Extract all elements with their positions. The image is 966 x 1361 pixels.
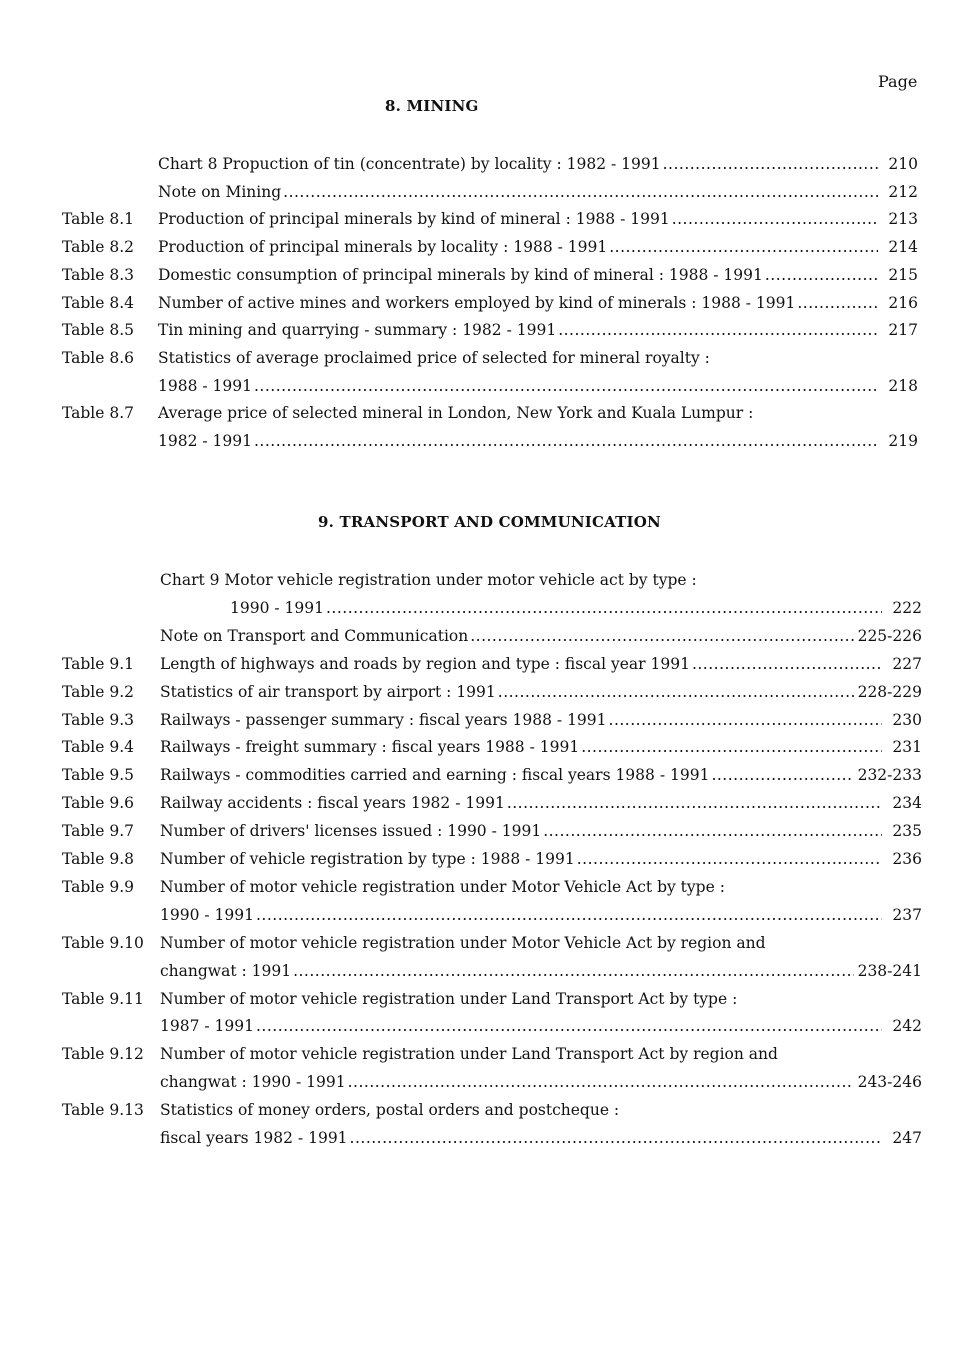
- toc-entry-title: 1990 - 1991: [160, 906, 254, 924]
- toc-entry-page: 217: [888, 321, 918, 339]
- toc-entry-line: [0, 152, 966, 176]
- toc-entry-label: Table 9.5: [62, 766, 135, 784]
- toc-entry-page: 228-229: [857, 683, 922, 701]
- toc-entry-page: 218: [888, 377, 918, 395]
- toc-entry-page: 216: [888, 294, 918, 312]
- toc-entry-title: Statistics of air transport by airport : 1991: [160, 683, 496, 701]
- toc-entry-label: Table 8.1: [62, 210, 135, 228]
- toc-entry-page: 225-226: [857, 627, 922, 645]
- toc-entry-line: [0, 735, 966, 759]
- toc-entry-title: Production of principal minerals by locality : 1988 - 1991: [158, 238, 608, 256]
- toc-entry-title: Average price of selected mineral in London, New York and Kuala Lumpur :: [158, 404, 754, 422]
- toc-entry-line: [0, 987, 966, 1011]
- toc-entry-title: Number of vehicle registration by type : 1988 - 1991: [160, 850, 575, 868]
- toc-entry-line: [0, 318, 966, 342]
- toc-entry-line: [0, 875, 966, 899]
- page-column-label: Page: [878, 72, 918, 91]
- toc-entry-page: 222: [892, 599, 922, 617]
- dot-leader: [765, 263, 878, 287]
- toc-entry-line: [0, 652, 966, 676]
- toc-entry-line: [0, 235, 966, 259]
- toc-entry-title: changwat : 1991: [160, 962, 292, 980]
- toc-entry-title: 1982 - 1991: [158, 432, 252, 450]
- toc-entry-label: Table 9.12: [62, 1045, 144, 1063]
- toc-entry-line: [0, 1098, 966, 1122]
- dot-leader: [326, 596, 882, 620]
- toc-entry-label: Table 9.13: [62, 1101, 144, 1119]
- dot-leader: [797, 291, 878, 315]
- toc-entry-line: [0, 1070, 966, 1094]
- toc-entry-label: Table 9.9: [62, 878, 135, 896]
- toc-entry-label: Table 9.6: [62, 794, 135, 812]
- toc-entry-line: [0, 708, 966, 732]
- toc-entry-title: Number of motor vehicle registration under Land Transport Act by region and: [160, 1045, 778, 1063]
- toc-entry-line: [0, 596, 966, 620]
- toc-entry-label: Table 9.3: [62, 711, 135, 729]
- toc-entry-page: 235: [892, 822, 922, 840]
- toc-entry-label: Table 9.11: [62, 990, 144, 1008]
- toc-entry-title: Railways - commodities carried and earning : fiscal years 1988 - 1991: [160, 766, 710, 784]
- toc-entry-title: Domestic consumption of principal minerals by kind of mineral : 1988 - 1991: [158, 266, 763, 284]
- toc-entry-page: 234: [892, 794, 922, 812]
- toc-entry-title: Note on Transport and Communication: [160, 627, 469, 645]
- dot-leader: [348, 1070, 854, 1094]
- toc-entry-title: Number of motor vehicle registration under Land Transport Act by type :: [160, 990, 738, 1008]
- toc-entry-title: Production of principal minerals by kind of mineral : 1988 - 1991: [158, 210, 670, 228]
- toc-entry-label: Table 8.4: [62, 294, 135, 312]
- dot-leader: [283, 180, 878, 204]
- toc-entry-title: fiscal years 1982 - 1991: [160, 1129, 348, 1147]
- toc-entry-page: 243-246: [857, 1073, 922, 1091]
- toc-entry-label: Table 9.7: [62, 822, 135, 840]
- toc-entry-line: [0, 291, 966, 315]
- toc-entry-page: 236: [892, 850, 922, 868]
- toc-entry-page: 230: [892, 711, 922, 729]
- toc-entry-title: Railways - freight summary : fiscal years 1988 - 1991: [160, 738, 580, 756]
- toc-entry-label: Table 8.5: [62, 321, 135, 339]
- toc-entry-page: 227: [892, 655, 922, 673]
- toc-entry-line: [0, 207, 966, 231]
- toc-entry-line: [0, 180, 966, 204]
- toc-entry-page: 242: [892, 1017, 922, 1035]
- toc-entry-title: Number of drivers' licenses issued : 1990 - 1991: [160, 822, 542, 840]
- dot-leader: [254, 374, 878, 398]
- toc-entry-line: [0, 346, 966, 370]
- toc-entry-line: [0, 429, 966, 453]
- toc-entry-page: 215: [888, 266, 918, 284]
- toc-entry-label: Table 8.2: [62, 238, 135, 256]
- toc-entry-line: [0, 374, 966, 398]
- toc-entry-line: [0, 1042, 966, 1066]
- toc-entry-title: Note on Mining: [158, 183, 282, 201]
- dot-leader: [558, 318, 878, 342]
- dot-leader: [254, 429, 878, 453]
- toc-entry-line: [0, 819, 966, 843]
- toc-entry-title: Length of highways and roads by region and type : fiscal year 1991: [160, 655, 690, 673]
- toc-entry-title: changwat : 1990 - 1991: [160, 1073, 346, 1091]
- toc-entry-page: 231: [892, 738, 922, 756]
- dot-leader: [256, 1014, 882, 1038]
- toc-entry-label: Table 9.8: [62, 850, 135, 868]
- toc-entry-page: 219: [888, 432, 918, 450]
- toc-entry-label: Table 8.7: [62, 404, 135, 422]
- dot-leader: [470, 624, 854, 648]
- dot-leader: [609, 708, 882, 732]
- toc-entry-title: Railway accidents : fiscal years 1982 - 1991: [160, 794, 505, 812]
- toc-entry-line: [0, 263, 966, 287]
- toc-entry-page: 237: [892, 906, 922, 924]
- toc-entry-line: [0, 931, 966, 955]
- toc-entry-label: Table 8.6: [62, 349, 135, 367]
- dot-leader: [350, 1126, 882, 1150]
- toc-entry-title: 1987 - 1991: [160, 1017, 254, 1035]
- toc-entry-title: Chart 8 Propuction of tin (concentrate) by locality : 1982 - 1991: [158, 155, 661, 173]
- toc-entry-title: Number of motor vehicle registration under Motor Vehicle Act by type :: [160, 878, 725, 896]
- dot-leader: [498, 680, 854, 704]
- dot-leader: [577, 847, 882, 871]
- toc-entry-page: 212: [888, 183, 918, 201]
- toc-entry-page: 232-233: [857, 766, 922, 784]
- toc-entry-title: Statistics of average proclaimed price of selected for mineral royalty :: [158, 349, 710, 367]
- section-title-mining: 8. MINING: [385, 97, 479, 115]
- toc-entry-page: 247: [892, 1129, 922, 1147]
- toc-entry-page: 213: [888, 210, 918, 228]
- toc-entry-label: Table 8.3: [62, 266, 135, 284]
- dot-leader: [692, 652, 882, 676]
- section-title-transport: 9. TRANSPORT AND COMMUNICATION: [318, 513, 661, 531]
- toc-entry-title: 1990 - 1991: [230, 599, 324, 617]
- dot-leader: [543, 819, 882, 843]
- toc-entry-line: [0, 1126, 966, 1150]
- toc-entry-page: 210: [888, 155, 918, 173]
- dot-leader: [609, 235, 878, 259]
- toc-entry-line: [0, 1014, 966, 1038]
- toc-entry-line: [0, 791, 966, 815]
- dot-leader: [293, 959, 854, 983]
- toc-entry-title: Number of active mines and workers employed by kind of minerals : 1988 - 1991: [158, 294, 796, 312]
- toc-entry-line: [0, 903, 966, 927]
- toc-entry-label: Table 9.4: [62, 738, 135, 756]
- dot-leader: [711, 763, 854, 787]
- toc-entry-page: 214: [888, 238, 918, 256]
- toc-entry-line: [0, 401, 966, 425]
- toc-entry-label: Table 9.2: [62, 683, 135, 701]
- toc-entry-line: [0, 959, 966, 983]
- toc-entry-label: Table 9.1: [62, 655, 135, 673]
- toc-entry-line: [0, 763, 966, 787]
- toc-entry-title: Number of motor vehicle registration under Motor Vehicle Act by region and: [160, 934, 766, 952]
- toc-entry-title: Railways - passenger summary : fiscal years 1988 - 1991: [160, 711, 607, 729]
- toc-entry-line: [0, 680, 966, 704]
- toc-entry-title: Chart 9 Motor vehicle registration under motor vehicle act by type :: [160, 571, 697, 589]
- toc-entry-line: [0, 568, 966, 592]
- dot-leader: [256, 903, 882, 927]
- toc-entry-title: Statistics of money orders, postal orders and postcheque :: [160, 1101, 620, 1119]
- toc-entry-label: Table 9.10: [62, 934, 144, 952]
- toc-entry-line: [0, 624, 966, 648]
- toc-entry-title: 1988 - 1991: [158, 377, 252, 395]
- toc-entry-page: 238-241: [857, 962, 922, 980]
- toc-entry-title: Tin mining and quarrying - summary : 1982 - 1991: [158, 321, 557, 339]
- dot-leader: [581, 735, 882, 759]
- dot-leader: [663, 152, 878, 176]
- dot-leader: [507, 791, 882, 815]
- dot-leader: [672, 207, 878, 231]
- toc-entry-line: [0, 847, 966, 871]
